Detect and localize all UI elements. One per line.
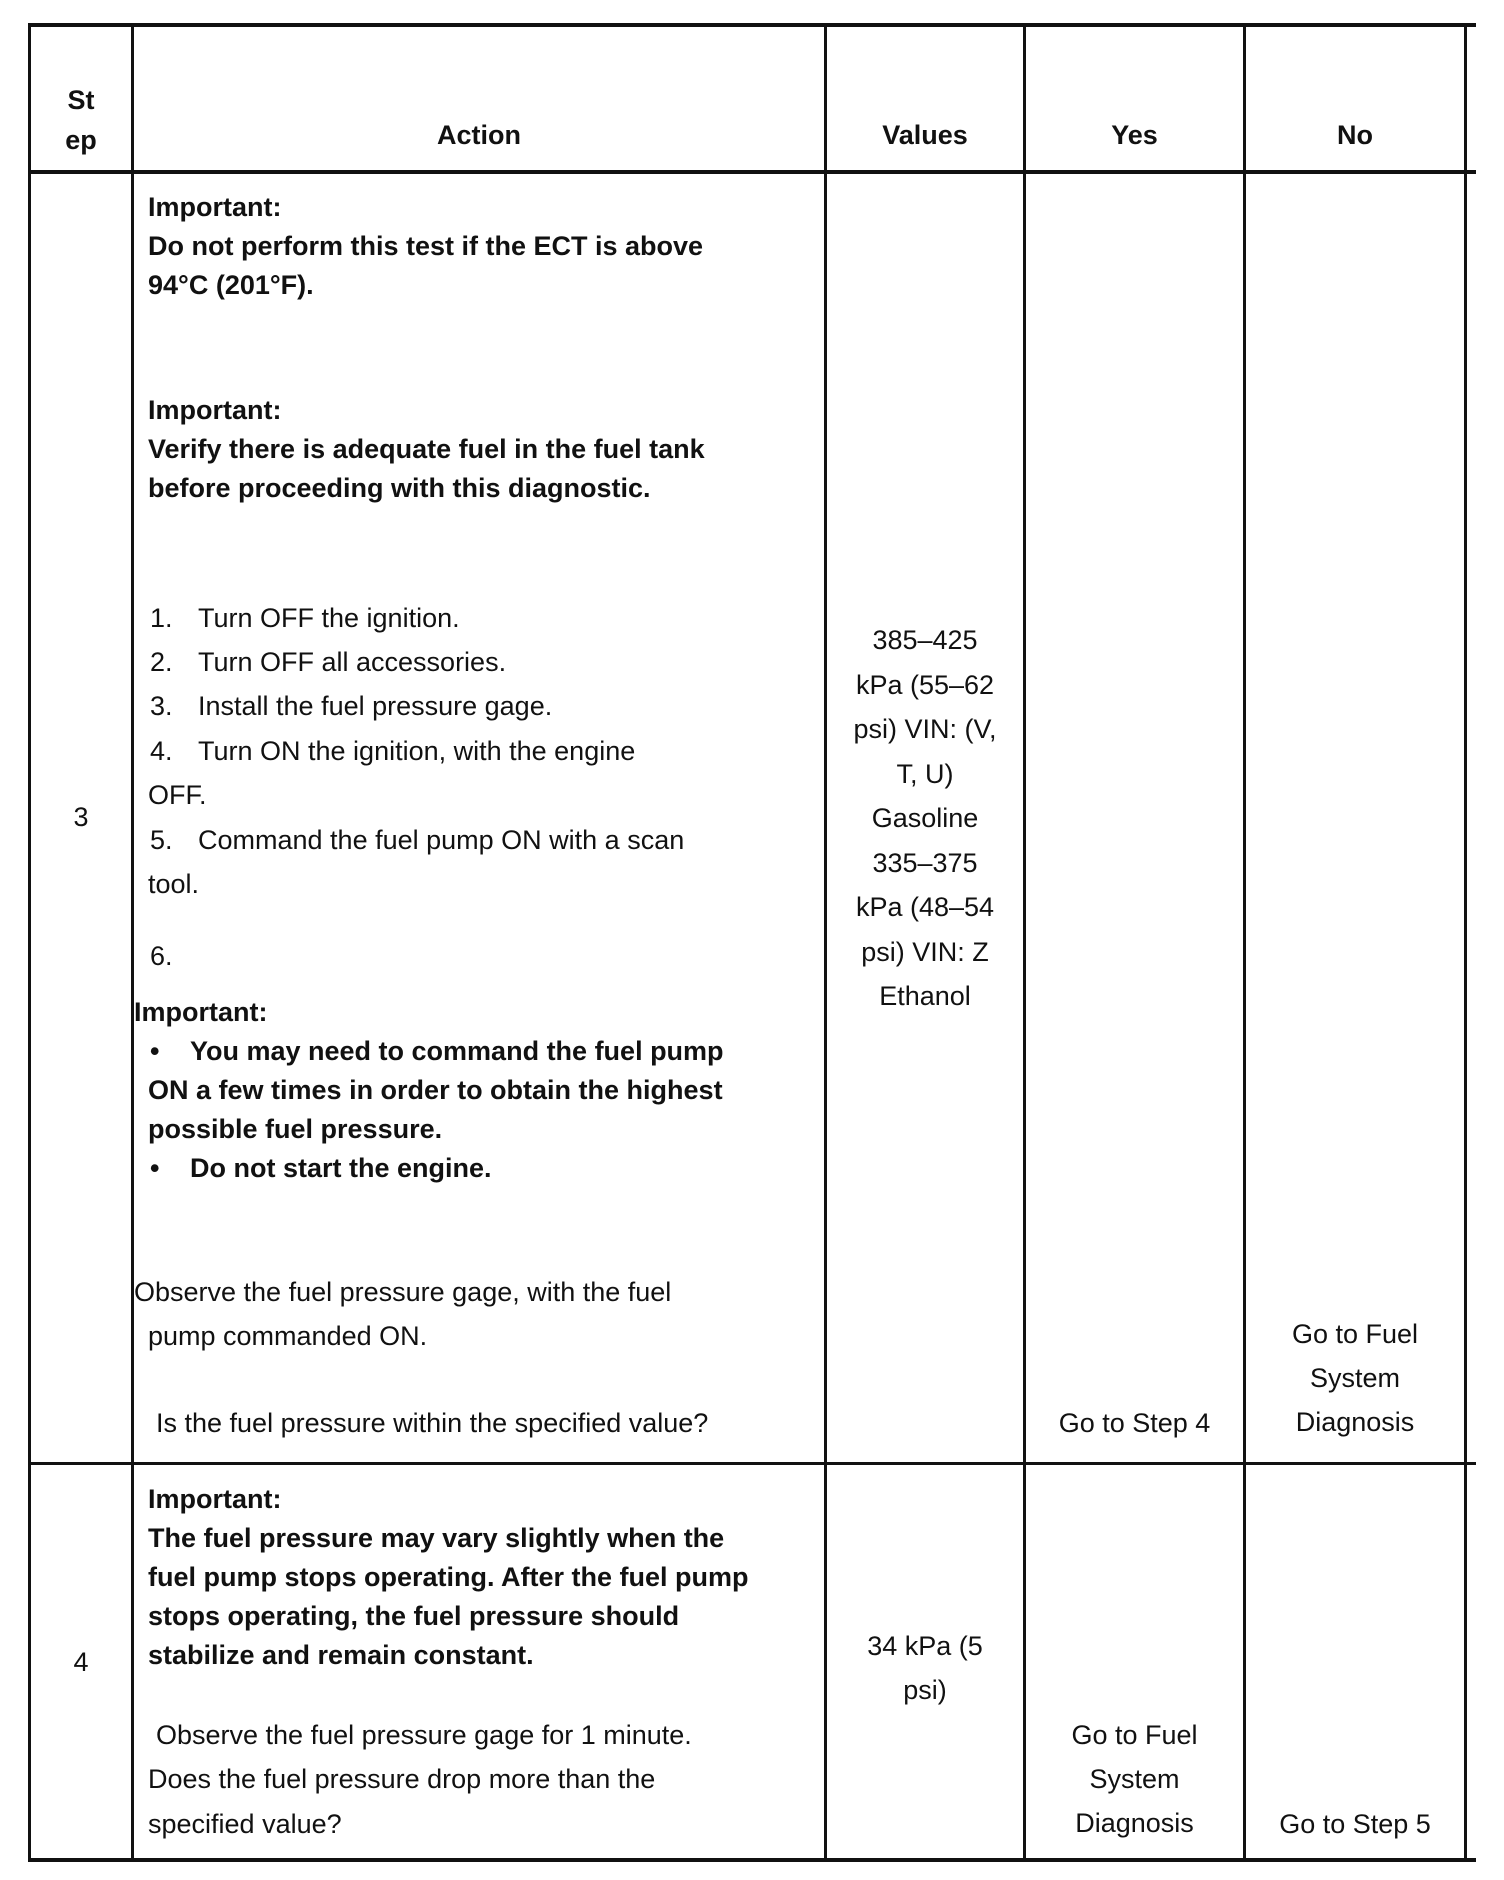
values-line: 34 kPa (5 (867, 1631, 983, 1661)
yes-cell: Go to Step 4 (1058, 1408, 1211, 1438)
header-bottom-border (28, 170, 1476, 174)
procedure-step-text: Turn OFF the ignition. (198, 603, 460, 633)
important-title: Important: (134, 997, 268, 1027)
observe-text: specified value? (148, 1809, 342, 1839)
no-line: System (1309, 1363, 1401, 1393)
values-cell (827, 618, 1023, 1019)
procedure-step-continued: tool. (148, 869, 200, 899)
step-number: 4 (73, 1647, 89, 1677)
procedure-step-number: 5. (150, 825, 173, 855)
step-number: 3 (73, 802, 89, 832)
table-bottom-border (28, 1858, 1476, 1862)
procedure-step (150, 684, 552, 728)
bullet-icon: • (150, 1153, 160, 1183)
values-line: psi) VIN: Z (861, 936, 989, 967)
important-line: The fuel pressure may vary slightly when the (148, 1523, 725, 1553)
important-bullet (150, 1032, 724, 1071)
procedure-step-number: 4. (150, 736, 173, 766)
table-top-border (28, 23, 1476, 27)
important-line: Verify there is adequate fuel in the fuel tank (148, 434, 705, 464)
values-line: kPa (48–54 (855, 892, 995, 922)
important-line: stabilize and remain constant. (148, 1640, 534, 1670)
values-line: T, U) (896, 758, 954, 789)
important-line: Do not perform this test if the ECT is above (148, 231, 704, 261)
col-divider-step (131, 23, 134, 1862)
procedure-step-number: 6. (150, 941, 173, 971)
observe-text: Observe the fuel pressure gage, with the fuel (134, 1277, 672, 1307)
procedure-step-text: Install the fuel pressure gage. (198, 691, 553, 721)
important-line: before proceeding with this diagnostic. (148, 473, 651, 503)
question-text: Is the fuel pressure within the specified value? (156, 1408, 709, 1438)
no-cell: Go to Step 5 (1279, 1809, 1431, 1839)
header-yes: Yes (1111, 120, 1158, 150)
header-values: Values (882, 120, 968, 150)
values-line: kPa (55–62 (855, 669, 995, 700)
procedure-step-text: Turn ON the ignition, with the engine (198, 736, 636, 766)
bullet-icon: • (150, 1036, 160, 1066)
procedure-step (150, 729, 635, 773)
header-step-line1: St (67, 85, 95, 115)
observe-text: Observe the fuel pressure gage for 1 minute. (156, 1720, 692, 1750)
col-divider-yes (1243, 23, 1246, 1862)
values-line: Gasoline (871, 803, 979, 833)
col-divider-values (1023, 23, 1026, 1862)
observe-text: Does the fuel pressure drop more than the (148, 1764, 656, 1794)
observe-text: pump commanded ON. (148, 1321, 428, 1351)
values-line: Ethanol (879, 981, 971, 1011)
procedure-step (150, 640, 506, 684)
header-step-line2: ep (65, 125, 97, 155)
important-line: fuel pump stops operating. After the fuel pump (148, 1562, 749, 1592)
procedure-step (150, 818, 684, 862)
row-divider (28, 1462, 1476, 1465)
header-no: No (1337, 120, 1373, 150)
important-line: 94°C (201°F). (148, 270, 314, 300)
table-right-border (1464, 23, 1467, 1862)
table-left-border (28, 23, 31, 1862)
yes-line: Go to Fuel (1071, 1720, 1198, 1750)
procedure-step-number: 2. (150, 647, 173, 677)
bullet-text-continued: ON a few times in order to obtain the highest (148, 1075, 723, 1105)
procedure-step-text: Command the fuel pump ON with a scan (198, 825, 685, 855)
values-line: 385–425 (872, 625, 978, 655)
bullet-text: Do not start the engine. (190, 1153, 492, 1183)
procedure-step-continued: OFF. (148, 780, 207, 810)
bullet-text: You may need to command the fuel pump (190, 1036, 724, 1066)
important-title: Important: (148, 192, 282, 222)
procedure-step (150, 596, 460, 640)
yes-line: Diagnosis (1075, 1808, 1194, 1838)
header-action: Action (437, 120, 521, 150)
important-bullet (150, 1149, 492, 1188)
values-line: psi) (903, 1675, 947, 1705)
important-title: Important: (148, 1484, 282, 1514)
header-step (31, 80, 131, 160)
procedure-step (150, 934, 198, 978)
procedure-step-number: 1. (150, 603, 173, 633)
no-line: Diagnosis (1295, 1407, 1415, 1437)
bullet-text-continued: possible fuel pressure. (148, 1114, 443, 1144)
yes-line: System (1089, 1764, 1180, 1794)
procedure-step-text: Turn OFF all accessories. (198, 647, 507, 677)
yes-cell (1026, 1713, 1243, 1845)
no-cell (1246, 1312, 1464, 1444)
values-cell (827, 1624, 1023, 1712)
procedure-step-number: 3. (150, 691, 173, 721)
values-line: psi) VIN: (V, (853, 714, 997, 744)
important-title: Important: (148, 395, 282, 425)
no-line: Go to Fuel (1291, 1319, 1419, 1349)
values-line: 335–375 (872, 847, 978, 878)
important-line: stops operating, the fuel pressure should (148, 1601, 680, 1631)
